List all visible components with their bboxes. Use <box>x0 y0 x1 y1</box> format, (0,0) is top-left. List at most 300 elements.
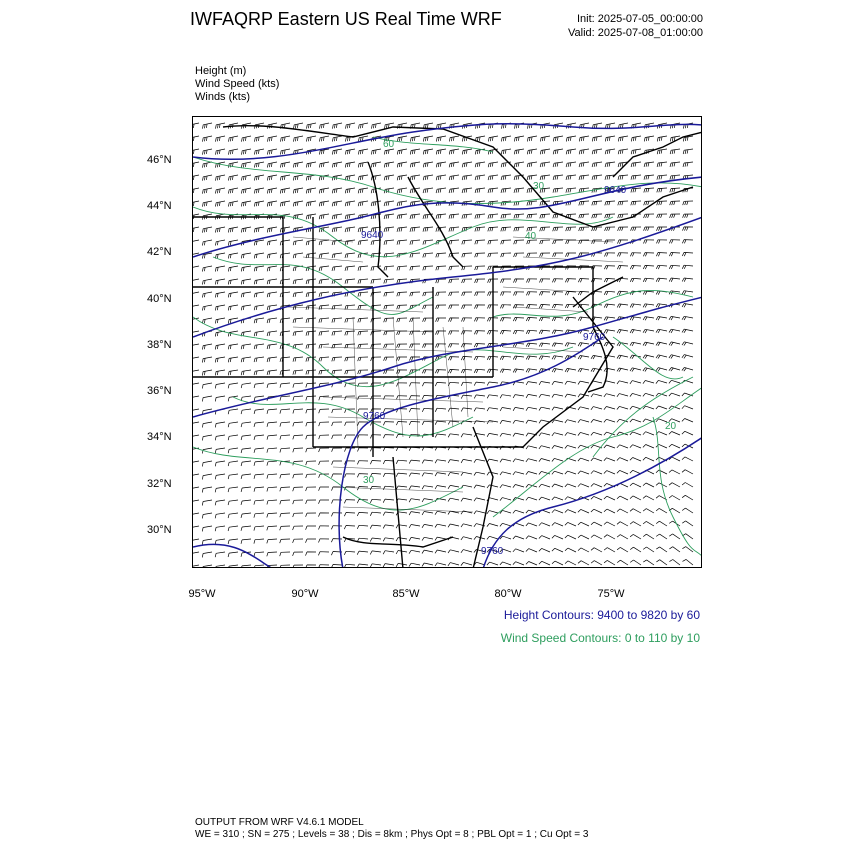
wind-barb <box>193 461 199 467</box>
wind-barb <box>280 422 290 427</box>
wind-barb <box>215 552 225 557</box>
wind-barb <box>630 317 641 321</box>
wind-barb <box>643 329 654 333</box>
wind-barb <box>202 500 212 506</box>
wind-barb <box>396 525 407 529</box>
wind-barb <box>306 448 316 452</box>
wind-barb <box>307 123 317 129</box>
wind-barb <box>449 253 459 257</box>
wind-barb <box>591 407 602 410</box>
wind-barb <box>617 535 628 539</box>
wind-barb <box>462 253 472 257</box>
wind-barb <box>462 279 472 283</box>
wind-barb <box>436 136 446 142</box>
wind-barb <box>409 421 420 425</box>
wind-barb <box>267 266 277 271</box>
wind-barb <box>449 175 459 180</box>
wind-barb <box>657 149 667 154</box>
wind-barb <box>578 420 589 423</box>
wind-barb <box>500 330 511 334</box>
wind-barb <box>332 409 342 413</box>
wind-barb <box>670 162 680 167</box>
wind-barb <box>657 162 667 167</box>
wind-barb <box>202 552 212 557</box>
wind-barb <box>306 461 316 465</box>
wind-barb <box>682 406 693 409</box>
wind-barb <box>617 509 628 513</box>
lat-label-34n: 34°N <box>147 431 172 443</box>
wind-barb <box>435 524 446 527</box>
wind-barb <box>630 304 641 308</box>
wind-barb <box>397 149 407 155</box>
wind-barb <box>448 408 459 412</box>
wind-barb <box>215 357 225 362</box>
wind-barb <box>514 136 524 142</box>
wind-barb <box>514 227 524 231</box>
wind-barb <box>293 188 303 193</box>
wind-barb <box>630 483 641 487</box>
wind-barb <box>332 136 342 142</box>
wind-barb <box>216 123 226 129</box>
wind-barb <box>319 500 330 504</box>
wind-barb <box>449 331 460 335</box>
wind-barb <box>358 266 368 271</box>
wind-barb <box>435 434 446 438</box>
wind-barb <box>592 175 602 180</box>
wind-barb <box>617 253 628 257</box>
wind-barb <box>254 175 264 181</box>
wind-barb <box>565 484 576 487</box>
wind-barb <box>267 461 277 466</box>
wind-barb <box>553 188 563 193</box>
wind-barb <box>228 474 238 479</box>
wind-barb <box>267 552 277 556</box>
wind-barb <box>605 227 615 231</box>
wind-barb <box>539 433 550 436</box>
wind-barb <box>474 562 485 565</box>
wind-barb <box>578 317 589 321</box>
wind-barb <box>539 382 550 385</box>
wind-barb <box>436 214 446 219</box>
wind-barb <box>578 407 589 410</box>
wind-barb <box>526 394 537 398</box>
wind-barb <box>617 522 628 526</box>
wind-barb <box>306 331 316 336</box>
wind-barb <box>449 188 459 193</box>
wind-barb <box>306 513 316 517</box>
wind-barb <box>358 188 368 193</box>
wind-barb <box>293 474 303 478</box>
wind-barb <box>552 330 563 334</box>
wind-barb <box>202 305 212 311</box>
wind-barb <box>513 549 524 552</box>
wind-barb <box>306 201 316 206</box>
wind-barb <box>319 357 329 362</box>
wind-barb <box>475 162 485 167</box>
wind-barb <box>320 123 330 129</box>
wind-barb <box>358 305 368 310</box>
wind-barb <box>656 342 667 346</box>
wind-barb <box>409 409 420 413</box>
wind-barb <box>215 370 225 375</box>
wind-barb <box>683 162 693 167</box>
wind-barb <box>449 162 459 167</box>
wind-barb <box>358 279 368 284</box>
wind-barb <box>526 472 537 475</box>
wind-barb <box>202 565 212 568</box>
wind-barb <box>193 149 199 155</box>
wind-barb <box>203 175 213 181</box>
wind-barb <box>539 536 550 539</box>
wind-barb <box>578 471 589 474</box>
wind-barb <box>435 382 446 386</box>
wind-barb <box>280 487 290 491</box>
wind-barb <box>475 214 485 219</box>
wind-barb <box>254 448 264 453</box>
lat-label-46n: 46°N <box>147 154 172 166</box>
wind-barb <box>306 396 316 400</box>
wind-barb <box>682 291 693 295</box>
wind-barb <box>643 496 654 500</box>
wind-barb <box>552 471 563 474</box>
wind-barb <box>319 266 329 271</box>
wind-barb <box>254 422 264 427</box>
wind-barb <box>370 512 381 516</box>
wind-barb <box>487 511 498 514</box>
wind-barb <box>514 253 524 257</box>
wind-barb <box>293 565 303 568</box>
wind-barb <box>475 227 485 232</box>
wind-barb <box>436 344 447 348</box>
wind-barb <box>384 383 395 387</box>
wind-barb <box>215 279 225 285</box>
wind-barb <box>267 435 277 440</box>
wind-label: 20 <box>665 421 677 432</box>
wind-barb <box>604 458 615 461</box>
wind-barb <box>397 318 407 322</box>
wind-barb <box>228 188 238 194</box>
wind-barb <box>462 175 472 180</box>
wind-barb <box>540 279 551 283</box>
wind-barb <box>193 292 199 298</box>
wind-barb <box>319 461 329 465</box>
wind-barb <box>319 487 329 491</box>
wind-barb <box>306 539 317 543</box>
wind-barb <box>682 521 693 526</box>
wind-barb <box>267 357 277 362</box>
wind-barb <box>500 408 511 412</box>
wind-barb <box>487 536 498 539</box>
wind-barb <box>383 525 394 529</box>
wind-barb <box>241 201 251 207</box>
wind-barb <box>332 448 342 452</box>
wind-barb <box>215 344 225 350</box>
wind-barb <box>617 355 628 359</box>
wind-barb <box>669 547 680 552</box>
wind-barb <box>526 369 537 373</box>
wind-barb <box>332 435 342 439</box>
wind-barb <box>669 342 680 346</box>
wind-barb <box>293 487 303 491</box>
wind-barb <box>384 279 394 284</box>
wind-barb <box>383 473 394 477</box>
wind-barb <box>500 318 511 322</box>
wind-barb <box>409 460 420 464</box>
wind-barb <box>267 240 277 245</box>
wind-barb <box>345 253 355 258</box>
wind-barb <box>345 240 355 245</box>
wind-barb <box>254 474 264 479</box>
wind-barb <box>540 240 550 244</box>
wind-barb <box>591 484 602 487</box>
wind-barb <box>643 509 654 513</box>
wind-barb <box>396 447 407 451</box>
wind-barb <box>193 279 199 285</box>
wind-barb <box>358 162 368 167</box>
wind-barb <box>267 344 277 349</box>
wind-barb <box>669 483 680 487</box>
wind-barb <box>371 149 381 155</box>
wind-barb <box>579 201 589 206</box>
wind-barb <box>241 474 251 479</box>
wind-barb <box>578 279 589 283</box>
wind-barb <box>462 318 473 322</box>
wind-barb <box>384 357 394 361</box>
wind-barb <box>280 565 290 568</box>
wind-barb <box>526 330 537 334</box>
wind-barb <box>397 357 408 361</box>
wind-barb <box>215 422 225 427</box>
wind-barb <box>357 512 368 516</box>
wind-barb <box>552 317 563 321</box>
wind-barb <box>643 547 654 552</box>
wind-barb <box>553 136 563 142</box>
wind-barb <box>578 381 589 384</box>
wind-barb <box>682 457 693 461</box>
wind-barb <box>293 240 303 245</box>
wind-barb <box>397 136 407 142</box>
wind-barb <box>228 513 238 518</box>
wind-barb <box>319 448 329 452</box>
wind-barb <box>345 227 355 232</box>
wind-barb <box>617 470 628 474</box>
wind-barb <box>215 539 225 544</box>
wind-barb <box>193 383 199 389</box>
wind-barb <box>669 380 680 383</box>
wind-barb <box>462 162 472 167</box>
wind-barb <box>423 188 433 193</box>
height-contour <box>193 544 273 568</box>
wind-barb <box>475 188 485 193</box>
wind-barb <box>228 448 238 453</box>
wind-barb <box>526 549 537 552</box>
wind-barb <box>435 370 446 374</box>
wind-barb <box>657 214 667 218</box>
wind-barb <box>474 369 485 373</box>
wind-barb <box>435 486 446 490</box>
wind-barb <box>332 318 342 323</box>
wind-barb <box>514 149 524 154</box>
wind-barb <box>448 460 459 463</box>
wind-barb <box>345 188 355 193</box>
wind-barb <box>501 279 512 283</box>
wind-barb <box>591 458 602 461</box>
wind-barb <box>306 422 316 426</box>
wind-barb <box>643 304 654 308</box>
wind-barb <box>267 253 277 258</box>
wind-barb <box>331 565 342 569</box>
wind-barb <box>384 331 394 335</box>
wind-barb <box>229 149 239 155</box>
wind-barb <box>241 500 251 505</box>
wind-barb <box>656 470 667 474</box>
wind-barb <box>371 357 381 361</box>
wind-barb <box>410 227 420 232</box>
wind-barb <box>592 240 602 244</box>
wind-barb <box>409 383 420 387</box>
wind-barb <box>565 381 576 384</box>
wind-barb <box>474 459 485 462</box>
wind-barb <box>228 253 238 259</box>
wind-barb <box>566 253 577 257</box>
wind-barb <box>202 266 212 272</box>
wind-barb <box>462 188 472 193</box>
wind-barb <box>241 162 251 168</box>
wind-barb <box>370 499 381 503</box>
wind-barb <box>215 188 225 194</box>
wind-barb <box>267 539 277 543</box>
wind-barb <box>423 136 433 142</box>
wind-barb <box>448 421 459 425</box>
wind-barb <box>539 394 550 397</box>
wind-barb <box>228 370 238 375</box>
wind-barb <box>254 383 264 388</box>
wind-barb <box>644 175 654 180</box>
wind-barb <box>371 279 381 284</box>
wind-barb <box>241 539 251 544</box>
wind-barb <box>203 188 213 194</box>
wind-barb <box>241 422 251 427</box>
wind-barb <box>682 483 693 488</box>
wind-barb <box>410 175 420 180</box>
wind-barb <box>643 432 654 435</box>
wind-barb <box>193 136 199 142</box>
wind-barb <box>216 175 226 181</box>
wind-barb <box>202 383 212 389</box>
wind-barb <box>254 409 264 414</box>
wind-barb <box>592 214 602 218</box>
wind-barb <box>280 266 290 271</box>
wind-barb <box>449 279 459 283</box>
wind-barb <box>332 474 343 478</box>
lon-label-90w: 90°W <box>291 588 319 600</box>
wind-barb <box>513 420 524 423</box>
wind-barb <box>487 421 498 425</box>
wind-barb <box>371 201 381 206</box>
wind-barb <box>202 292 212 298</box>
wind-barb <box>578 509 589 513</box>
wind-barb <box>331 513 342 517</box>
wind-barb <box>370 551 381 555</box>
wind-barb <box>630 509 641 513</box>
wind-barb <box>579 149 589 154</box>
height-label: 9760 <box>481 546 504 557</box>
wind-barb <box>215 240 225 246</box>
wind-barb <box>487 382 498 386</box>
wind-barb <box>462 292 472 296</box>
wind-barb <box>267 474 277 479</box>
wind-barb <box>319 513 330 517</box>
map-canvas <box>193 117 702 568</box>
wind-barb <box>293 526 303 530</box>
wind-barb <box>319 305 329 310</box>
wind-barb <box>254 526 264 531</box>
wind-barb <box>631 201 641 205</box>
wind-barb <box>319 227 329 232</box>
wind-barb <box>514 214 524 219</box>
wind-barb <box>630 342 641 346</box>
wind-barb <box>604 522 615 526</box>
wind-barb <box>228 305 238 310</box>
wind-barb <box>241 305 251 310</box>
wind-barb <box>604 394 615 397</box>
wind-barb <box>526 497 537 500</box>
wind-barb <box>474 344 485 348</box>
wind-barb <box>410 149 420 155</box>
wind-barb <box>448 382 459 386</box>
wind-barb <box>513 330 524 334</box>
wind-barb <box>203 149 213 155</box>
wind-barb <box>280 149 290 155</box>
wind-barb <box>193 565 199 568</box>
wind-barb <box>280 539 290 543</box>
field-label-wind-speed: Wind Speed (kts) <box>195 78 280 90</box>
wind-barb <box>631 136 641 141</box>
wind-barb <box>540 162 550 167</box>
wind-barb <box>202 461 212 467</box>
wind-barb <box>370 435 381 439</box>
wind-barb <box>423 227 433 232</box>
wind-barb <box>461 434 472 438</box>
wind-barb <box>552 523 563 526</box>
wind-barb <box>552 381 563 384</box>
wind-barb <box>228 539 238 544</box>
wind-barb <box>474 408 485 412</box>
lon-label-95w: 95°W <box>188 588 216 600</box>
wind-barb <box>409 447 420 451</box>
wind-barb <box>578 548 589 552</box>
wind-barb <box>604 509 615 513</box>
wind-barb <box>618 149 628 154</box>
wind-barb <box>202 435 212 441</box>
wind-barb <box>228 279 238 285</box>
wind-barb <box>539 561 550 565</box>
wind-barb <box>565 445 576 448</box>
wind-barb <box>293 292 303 297</box>
wind-barb <box>474 421 485 424</box>
wind-barb <box>332 461 342 465</box>
wind-barb <box>669 496 680 501</box>
wind-contour <box>653 417 702 557</box>
wind-barb <box>682 495 693 500</box>
wind-barb <box>500 536 511 539</box>
wind-barb <box>604 368 615 372</box>
wind-barb <box>643 445 654 449</box>
wind-barb <box>436 292 446 296</box>
wind-barb <box>644 162 654 167</box>
wind-barb <box>604 419 615 422</box>
wind-contour <box>593 377 693 457</box>
